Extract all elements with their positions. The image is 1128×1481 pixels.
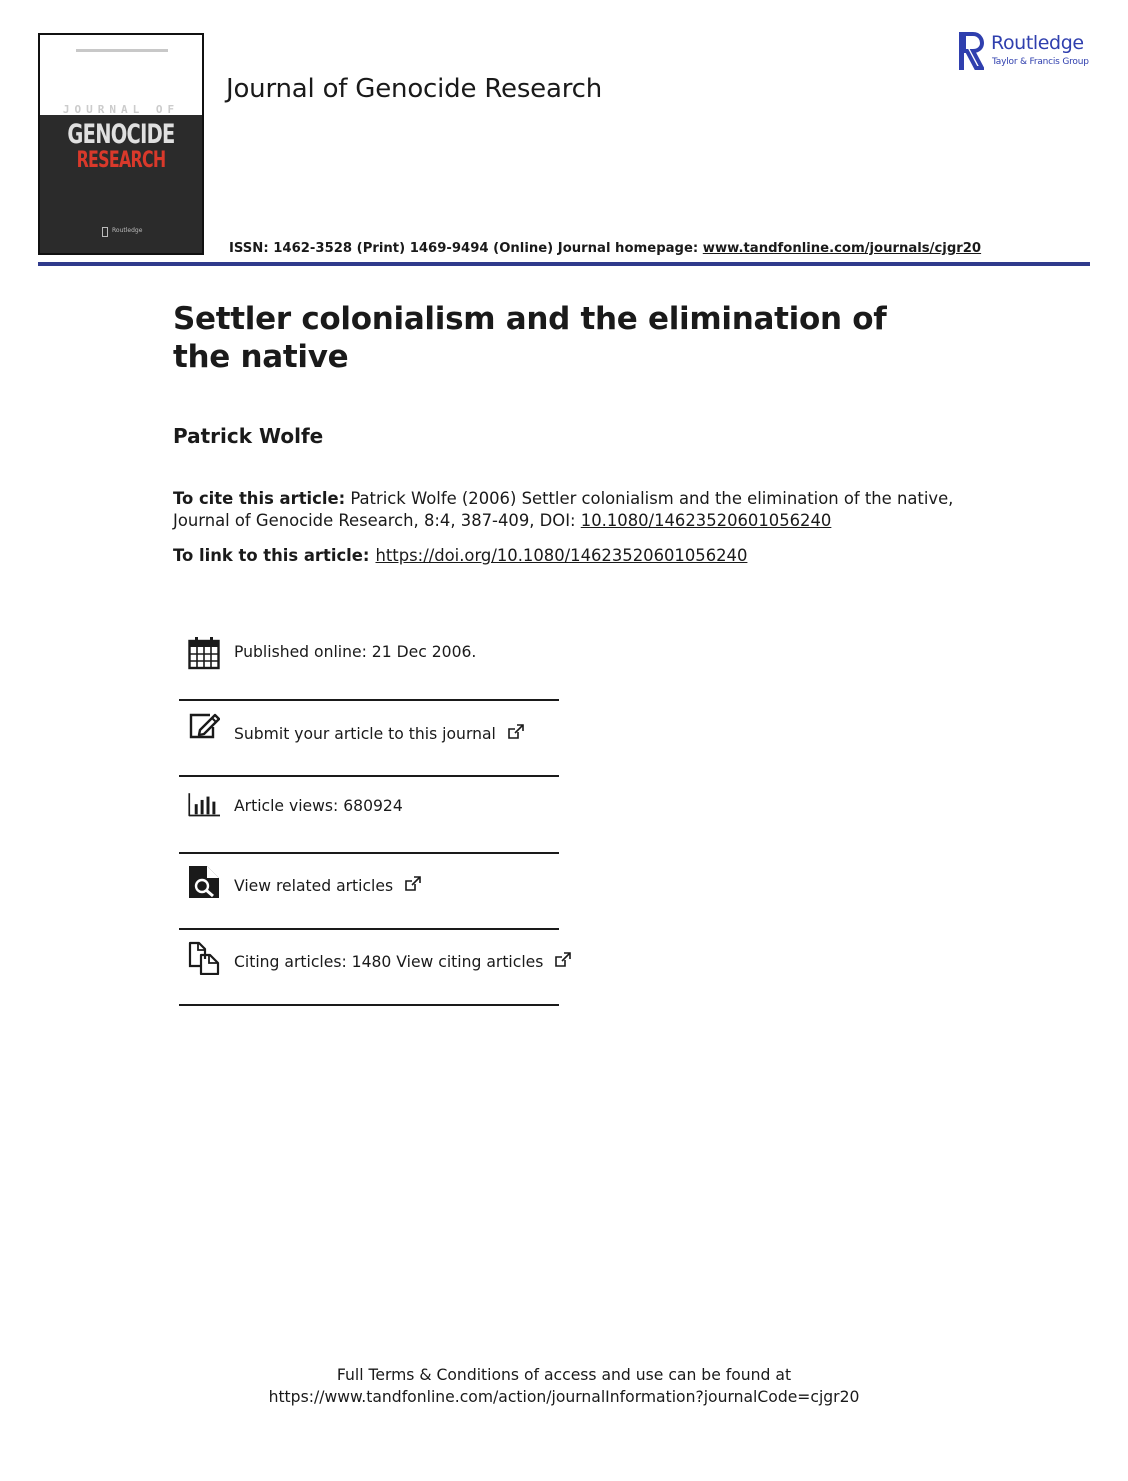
info-related-articles[interactable] xyxy=(179,854,559,930)
cover-publisher-logo-icon xyxy=(102,227,108,237)
external-link-icon xyxy=(404,876,422,892)
routledge-logo-icon xyxy=(958,32,984,70)
info-published xyxy=(179,624,559,701)
routledge-logo[interactable] xyxy=(958,32,1098,72)
issn-line xyxy=(229,241,981,256)
journal-homepage-link[interactable]: www.tandfonline.com/journals/cjgr20 xyxy=(702,241,982,256)
submit-article-link[interactable] xyxy=(234,724,525,743)
calendar-icon xyxy=(188,636,220,670)
citation-block xyxy=(173,488,963,532)
info-citing-articles[interactable] xyxy=(179,930,559,1006)
bar-chart-icon xyxy=(188,788,220,822)
info-submit-article[interactable] xyxy=(179,701,559,777)
cover-title-line1: GENOCIDE xyxy=(67,119,175,150)
cover-journal-word: JOURNAL OF xyxy=(62,103,180,116)
external-link-icon xyxy=(507,724,525,740)
cover-title-line2: RESEARCH xyxy=(76,148,166,173)
article-link-line xyxy=(173,546,747,565)
article-doi-link[interactable]: https://doi.org/10.1080/14623520601056240 xyxy=(375,546,748,565)
footer-terms-text: Full Terms & Conditions of access and use can be found at xyxy=(336,1366,792,1384)
document-search-icon xyxy=(188,865,220,899)
submit-article-text: Submit your article to this journal xyxy=(234,725,496,743)
footer-terms-link[interactable]: https://www.tandfonline.com/action/journalInformation?journalCode=cjgr20 xyxy=(268,1388,860,1406)
related-articles-link[interactable] xyxy=(234,876,422,895)
article-title: Settler colonialism and the elimination of the native xyxy=(173,301,887,375)
cite-doi-link[interactable]: 10.1080/14623520601056240 xyxy=(580,511,832,530)
article-views-text: Article views: 680924 xyxy=(234,797,403,815)
divider xyxy=(179,1004,559,1006)
article-author: Patrick Wolfe xyxy=(173,424,324,448)
external-link-icon xyxy=(554,952,572,968)
journal-cover-image xyxy=(38,33,204,255)
citing-articles-link[interactable] xyxy=(234,952,572,971)
cite-text: Patrick Wolfe (2006) Settler colonialism and the elimination of the native, Journal of Genocide Research, 8:4, 387-409, DOI: xyxy=(173,489,954,530)
logo-name: Routledge xyxy=(991,32,1084,54)
edit-icon xyxy=(188,711,220,745)
info-published-text: Published online: 21 Dec 2006. xyxy=(234,643,477,661)
journal-title: Journal of Genocide Research xyxy=(226,74,602,104)
header-divider xyxy=(38,262,1090,266)
cover-publisher: Routledge xyxy=(112,227,143,234)
link-label: To link to this article: xyxy=(173,546,370,565)
footer xyxy=(0,1364,1128,1408)
citing-articles-text: Citing articles: 1480 View citing articles xyxy=(234,953,544,971)
cite-label: To cite this article: xyxy=(173,489,346,508)
info-article-views xyxy=(179,777,559,854)
issn-text: ISSN: 1462-3528 (Print) 1469-9494 (Online) Journal homepage: xyxy=(229,241,703,256)
logo-subtitle: Taylor & Francis Group xyxy=(992,57,1089,67)
related-articles-text: View related articles xyxy=(234,877,394,895)
copy-documents-icon xyxy=(188,941,220,975)
